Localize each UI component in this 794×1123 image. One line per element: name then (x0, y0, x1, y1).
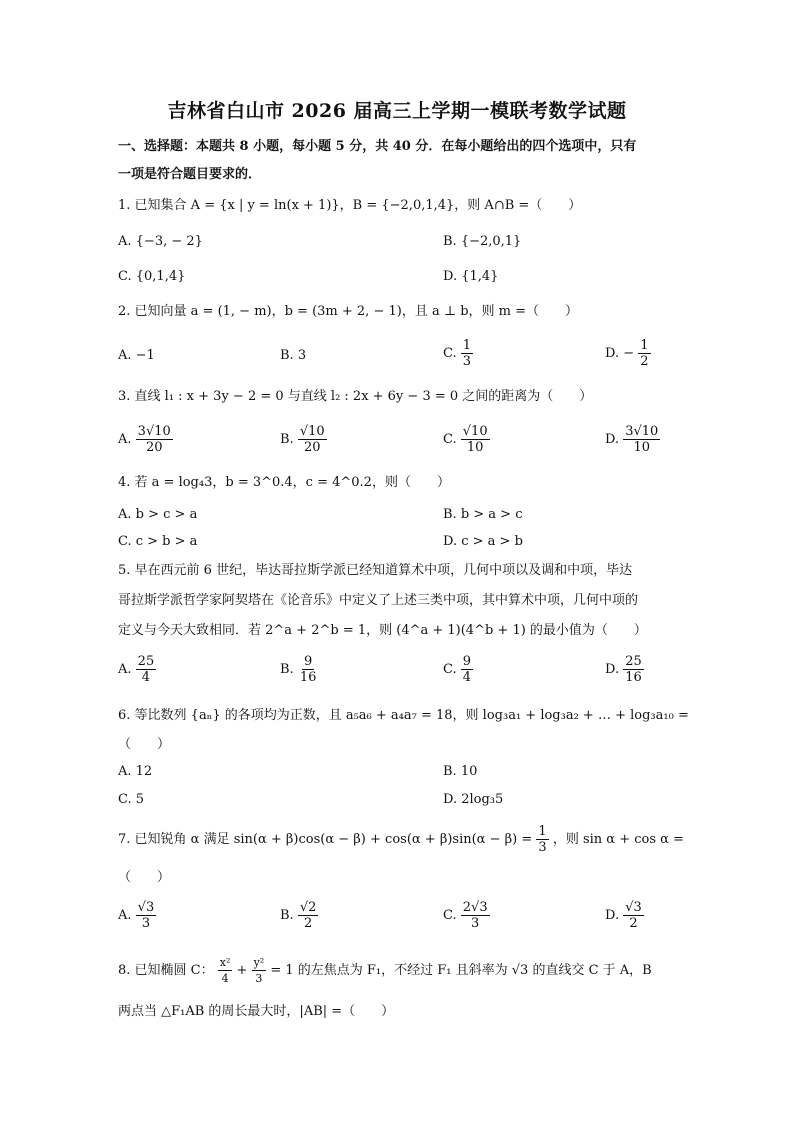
question-3-option-c: C. $\frac{√10}{10}$ (443, 424, 488, 455)
section-heading (118, 133, 678, 189)
question-5-option-b: B. $\frac{9}{16}$ (280, 654, 317, 685)
fraction: $\frac{√3}{3}$ (137, 900, 155, 931)
question-1-stem: 1. 已知集合 A = {x | y = ln(x + 1)}，B = {−2,0,1,4}，则 A∩B =（ ） (118, 198, 582, 213)
question-2-option-c: C. $\frac{1}{3}$ (443, 338, 472, 369)
page-title: 吉林省白山市 2026 届高三上学期一模联考数学试题 (167, 100, 627, 122)
fraction: $\frac{\text{y²}}{3}$ (253, 956, 265, 985)
question-8-stem: 8. 已知椭圆 C： $\frac{\text{x²}}{4}$ + $\frac{\text{y²}}{3}$ = 1 的左焦点为 F₁，不经过 F₁ 且斜率为 √3 的直线交 C 于 A，B (118, 956, 652, 985)
fraction: $\frac{9}{4}$ (462, 654, 472, 685)
question-4-option-a: A. b > c > a (118, 507, 198, 522)
question-8-line2: 两点当 △F₁AB 的周长最大时，|AB| =（ ） (118, 1004, 395, 1019)
question-6-option-a: A. 12 (118, 764, 153, 779)
fraction: $\frac{√2}{2}$ (299, 900, 317, 931)
question-7-stem: 7. 已知锐角 α 满足 sin(α + β)cos(α − β) + cos(α + β)sin(α − β) = $\frac{1}{3}$ ，则 sin α + cos α = (118, 824, 684, 855)
question-1-option-d: D. {1,4} (443, 269, 499, 284)
fraction: $\frac{2√3}{3}$ (462, 900, 488, 931)
question-6-option-c: C. 5 (118, 792, 145, 807)
fraction: $\frac{√3}{2}$ (625, 900, 642, 931)
question-4-option-d: D. c > a > b (443, 534, 523, 549)
question-6-option-d: D. 2log₃5 (443, 792, 504, 807)
question-2-option-a: A. −1 (118, 348, 155, 363)
fraction: $\frac{√10}{10}$ (462, 424, 488, 455)
fraction: $\frac{√10}{20}$ (299, 424, 325, 455)
question-7-option-a: A. $\frac{√3}{3}$ (118, 900, 155, 931)
fraction: $\frac{1}{3}$ (462, 338, 472, 369)
question-7-option-c: C. $\frac{2√3}{3}$ (443, 900, 488, 931)
question-3-stem: 3. 直线 l₁ : x + 3y − 2 = 0 与直线 l₂ : 2x + 6y − 3 = 0 之间的距离为（ ） (118, 389, 593, 404)
question-1-option-b: B. {−2,0,1} (443, 234, 522, 249)
question-4-stem: 4. 若 a = log₄3，b = 3^0.4，c = 4^0.2，则（ ） (118, 475, 450, 490)
question-7-option-d: D. $\frac{√3}{2}$ (605, 900, 642, 931)
question-2-option-b: B. 3 (280, 348, 307, 363)
question-5-stem: 5. 早在西元前 6 世纪，毕达哥拉斯学派已经知道算术中项，几何中项以及调和中项，毕达 哥拉斯学派哲学家阿契塔在《论音乐》中定义了上述三类中项，其中算术中项，几何中项的 定义与今天大致相同．若 2^a + 2^b = 1，则 (4^a + 1)(4^b + 1) 的最小值为（ ） (118, 563, 647, 638)
fraction: $\frac{9}{16}$ (299, 654, 317, 685)
question-5-option-d: D. $\frac{25}{16}$ (605, 654, 642, 685)
question-7-option-b: B. $\frac{√2}{2}$ (280, 900, 317, 931)
fraction: $\frac{3√10}{10}$ (625, 424, 659, 455)
fraction: $\frac{25}{4}$ (137, 654, 155, 685)
section-heading-line2: 一项是符合题目要求的． (118, 167, 262, 182)
fraction: $\frac{1}{3}$ (538, 824, 547, 855)
question-5-option-c: C. $\frac{9}{4}$ (443, 654, 472, 685)
question-6-stem: 6. 等比数列 {aₙ} 的各项均为正数，且 a₅a₆ + a₄a₇ = 18，则 log₃a₁ + log₃a₂ + … + log₃a₁₀ = (118, 708, 689, 723)
question-2-stem: 2. 已知向量 a = (1, − m)，b = (3m + 2, − 1)，且 a ⊥ b，则 m =（ ） (118, 304, 578, 319)
question-3-option-a: A. $\frac{3√10}{20}$ (118, 424, 171, 455)
question-1-option-a: A. {−3, − 2} (118, 234, 203, 249)
question-1-option-c: C. {0,1,4} (118, 269, 186, 284)
question-3-option-b: B. $\frac{√10}{20}$ (280, 424, 325, 455)
fraction: $\frac{3√10}{20}$ (137, 424, 171, 455)
question-7-blank: （ ） (118, 870, 171, 885)
fraction: $\frac{\text{x²}}{4}$ (219, 956, 231, 985)
section-heading-line1: 一、选择题：本题共 8 小题，每小题 5 分，共 40 分．在每小题给出的四个选项中，只有 (118, 139, 637, 154)
question-5-option-a: A. $\frac{25}{4}$ (118, 654, 155, 685)
question-4-option-b: B. b > a > c (443, 507, 523, 522)
question-6-option-b: B. 10 (443, 764, 478, 779)
question-4-option-c: C. c > b > a (118, 534, 198, 549)
question-3-option-d: D. $\frac{3√10}{10}$ (605, 424, 659, 455)
question-2-option-d: D. − $\frac{1}{2}$ (605, 338, 649, 369)
question-6-blank: （ ） (118, 737, 171, 752)
fraction: $\frac{1}{2}$ (640, 338, 649, 369)
fraction: $\frac{25}{16}$ (625, 654, 642, 685)
